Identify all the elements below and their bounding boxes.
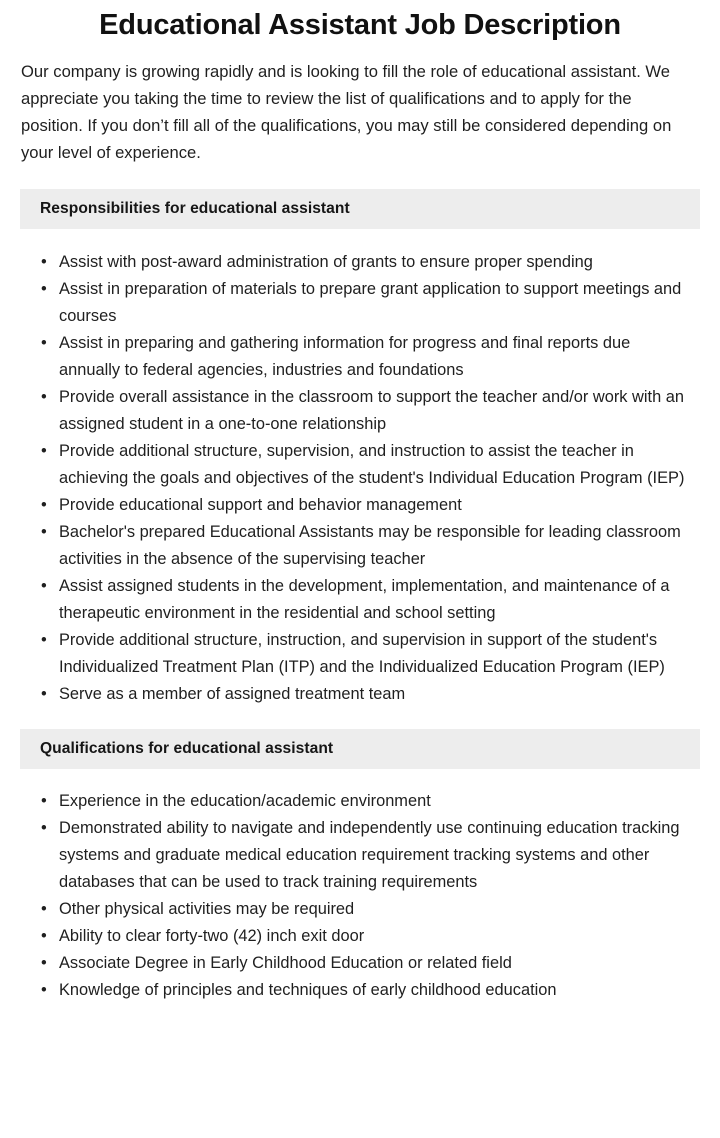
section-header-qualifications	[20, 729, 700, 769]
spacer-before-qualifications	[0, 708, 720, 729]
bullet-icon: •	[41, 685, 47, 703]
list-item	[0, 627, 720, 681]
list-item-label: Provide additional structure, supervision, and instruction to assist the teacher in achieving the goals and objectives of the student's Individual Education Program (IEP)	[59, 442, 685, 487]
list-item-label: Other physical activities may be required	[59, 900, 355, 918]
list-item	[0, 788, 720, 815]
list-item	[0, 573, 720, 627]
list-item-label: Bachelor's prepared Educational Assistants may be responsible for leading classroom activities in the absence of the supervising teacher	[59, 523, 681, 568]
spacer-before-responsibilities	[0, 166, 720, 189]
section-header-responsibilities	[20, 189, 700, 229]
list-item	[0, 977, 720, 1004]
list-item	[0, 330, 720, 384]
section-heading-label: Responsibilities for educational assistant	[40, 200, 350, 217]
list-item-label: Associate Degree in Early Childhood Education or related field	[59, 954, 512, 972]
list-item-label: Provide overall assistance in the classroom to support the teacher and/or work with an assigned student in a one-to-one relationship	[59, 388, 684, 433]
list-item	[0, 950, 720, 977]
list-item-label: Ability to clear forty-two (42) inch exit door	[59, 927, 365, 945]
list-item	[0, 384, 720, 438]
list-item	[0, 492, 720, 519]
bullet-icon: •	[41, 927, 47, 945]
list-item-label: Assist assigned students in the development, implementation, and maintenance of a therapeutic environment in the residential and school setting	[59, 577, 670, 622]
list-item-label: Assist in preparing and gathering information for progress and final reports due annually to federal agencies, industries and foundations	[59, 334, 631, 379]
list-item	[0, 249, 720, 276]
list-item-label: Demonstrated ability to navigate and independently use continuing education tracking systems and graduate medical education requirement tracking systems and other databases that can be used to track training requirements	[59, 819, 680, 891]
bullet-icon: •	[41, 253, 47, 271]
qualifications-list	[0, 769, 720, 1004]
bullet-icon: •	[41, 442, 47, 460]
list-item-label: Provide additional structure, instruction, and supervision in support of the student's Individualized Treatment Plan (ITP) and the Individualized Education Program (IEP)	[59, 631, 665, 676]
list-item-label: Experience in the education/academic environment	[59, 792, 431, 810]
list-item	[0, 681, 720, 708]
intro-paragraph: Our company is growing rapidly and is looking to fill the role of educational assistant. We appreciate you taking the time to review the list of qualifications and to apply for the position. If you don’t fill all of the qualifications, you may still be considered depending on your level of experience.	[21, 62, 672, 162]
bullet-icon: •	[41, 523, 47, 541]
bullet-icon: •	[41, 496, 47, 514]
list-item	[0, 923, 720, 950]
list-item	[0, 276, 720, 330]
bullet-icon: •	[41, 900, 47, 918]
list-item-label: Knowledge of principles and techniques of early childhood education	[59, 981, 557, 999]
bullet-icon: •	[41, 631, 47, 649]
list-item-label: Serve as a member of assigned treatment team	[59, 685, 406, 703]
list-item	[0, 815, 720, 896]
bullet-icon: •	[41, 388, 47, 406]
bullet-icon: •	[41, 280, 47, 298]
bullet-icon: •	[41, 792, 47, 810]
list-item	[0, 438, 720, 492]
responsibilities-list	[0, 229, 720, 708]
bullet-icon: •	[41, 819, 47, 837]
list-item-label: Assist in preparation of materials to prepare grant application to support meetings and courses	[59, 280, 682, 325]
bullet-icon: •	[41, 334, 47, 352]
list-item	[0, 519, 720, 573]
list-item	[0, 896, 720, 923]
page-title: Educational Assistant Job Description	[99, 9, 621, 41]
bullet-icon: •	[41, 577, 47, 595]
bullet-icon: •	[41, 954, 47, 972]
list-item-label: Provide educational support and behavior management	[59, 496, 462, 514]
section-heading-label: Qualifications for educational assistant	[40, 740, 334, 757]
list-item-label: Assist with post-award administration of grants to ensure proper spending	[59, 253, 593, 271]
bullet-icon: •	[41, 981, 47, 999]
